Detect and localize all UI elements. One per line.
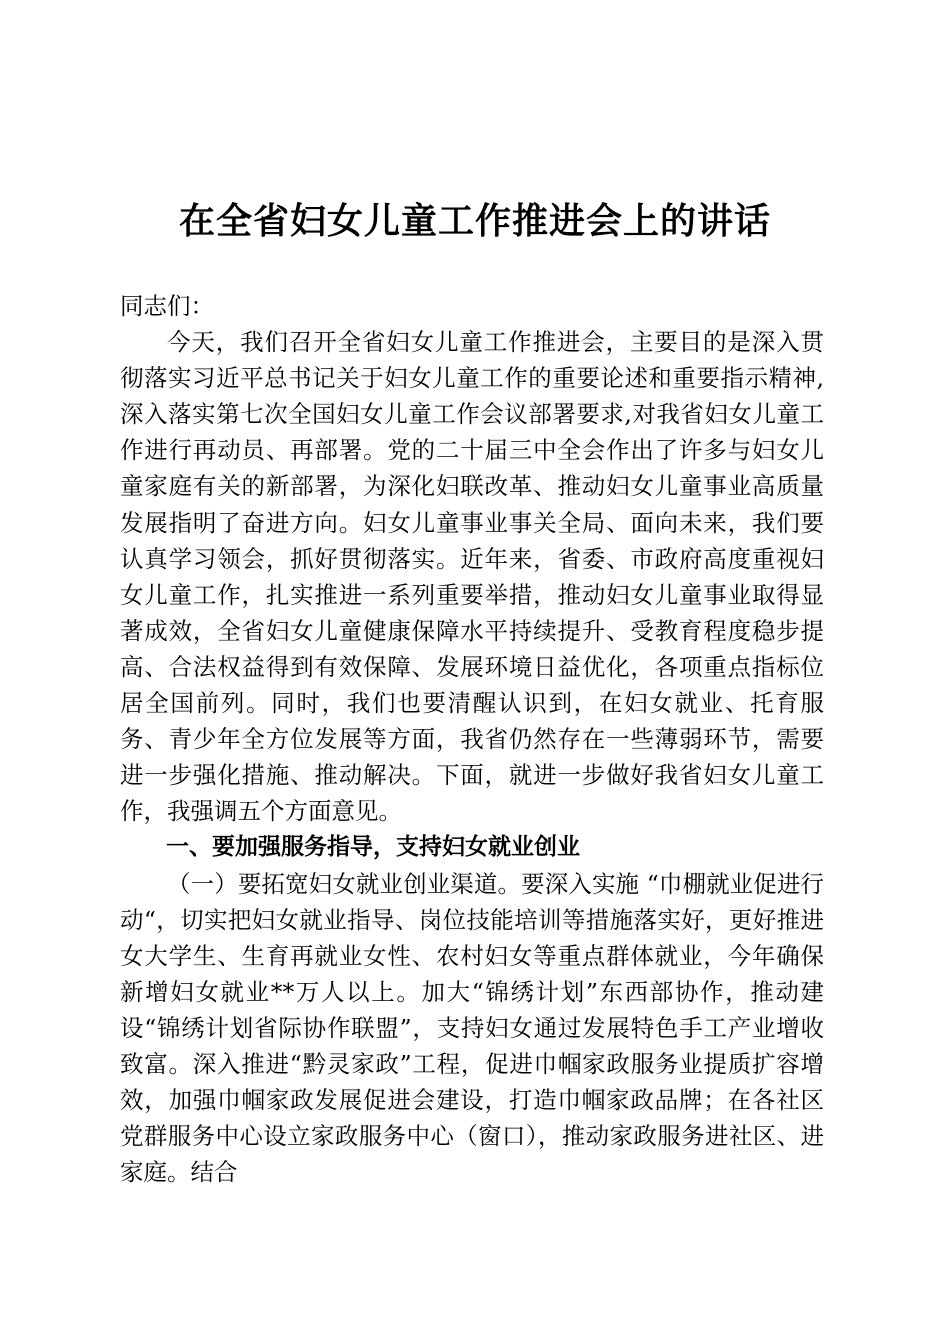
document-title: 在全省妇女儿童工作推进会上的讲话 — [178, 200, 771, 242]
section-heading: 一、要加强服务指导，支持妇女就业创业 — [166, 834, 580, 861]
document-body — [120, 288, 824, 1190]
section-paragraph: （一）要拓宽妇女就业创业渠道。要深入实施 “巾棚就业促进行动“，切实把妇女就业指导、岗位技能培训等措施落实好，更好推进女大学生、生育再就业女性、农村妇女等重点群体就业，今年确保新增妇女就业**万人以上。加大“锦绣计划”东西部协作，推动建设“锦绣计划省际协作联盟”，支持妇女通过发展特色手工产业增收致富。深入推进“黔灵家政”工程，促进巾帼家政服务业提质扩容增效，加强巾帼家政发展促进会建设，打造巾帼家政品牌；在各社区党群服务中心设立家政服务中心（窗口），推动家政服务进社区、进家庭。结合 — [120, 869, 824, 1187]
body-paragraph: 今天，我们召开全省妇女儿童工作推进会，主要目的是深入贯彻落实习近平总书记关于妇女儿童工作的重要论述和重要指示精神,深入落实第七次全国妇女儿童工作会议部署要求,对我省妇女儿童工作进行再动员、再部署。党的二十届三中全会作出了许多与妇女儿童家庭有关的新部署，为深化妇联改革、推动妇女儿童事业高质量发展指明了奋进方向。妇女儿童事业事关全局、面向未来，我们要认真学习领会，抓好贯彻落实。近年来，省委、市政府高度重视妇女儿童工作，扎实推进一系列重要举措，推动妇女儿童事业取得显著成效，全省妇女儿童健康保障水平持续提升、受教育程度稳步提高、合法权益得到有效保障、发展环境日益优化，各项重点指标位居全国前列。同时，我们也要清醒认识到，在妇女就业、托育服务、青少年全方位发展等方面，我省仍然存在一些薄弱环节，需要进一步强化措施、推动解决。下面，就进一步做好我省妇女儿童工作，我强调五个方面意见。 — [120, 328, 824, 826]
salutation: 同志们： — [120, 292, 214, 320]
